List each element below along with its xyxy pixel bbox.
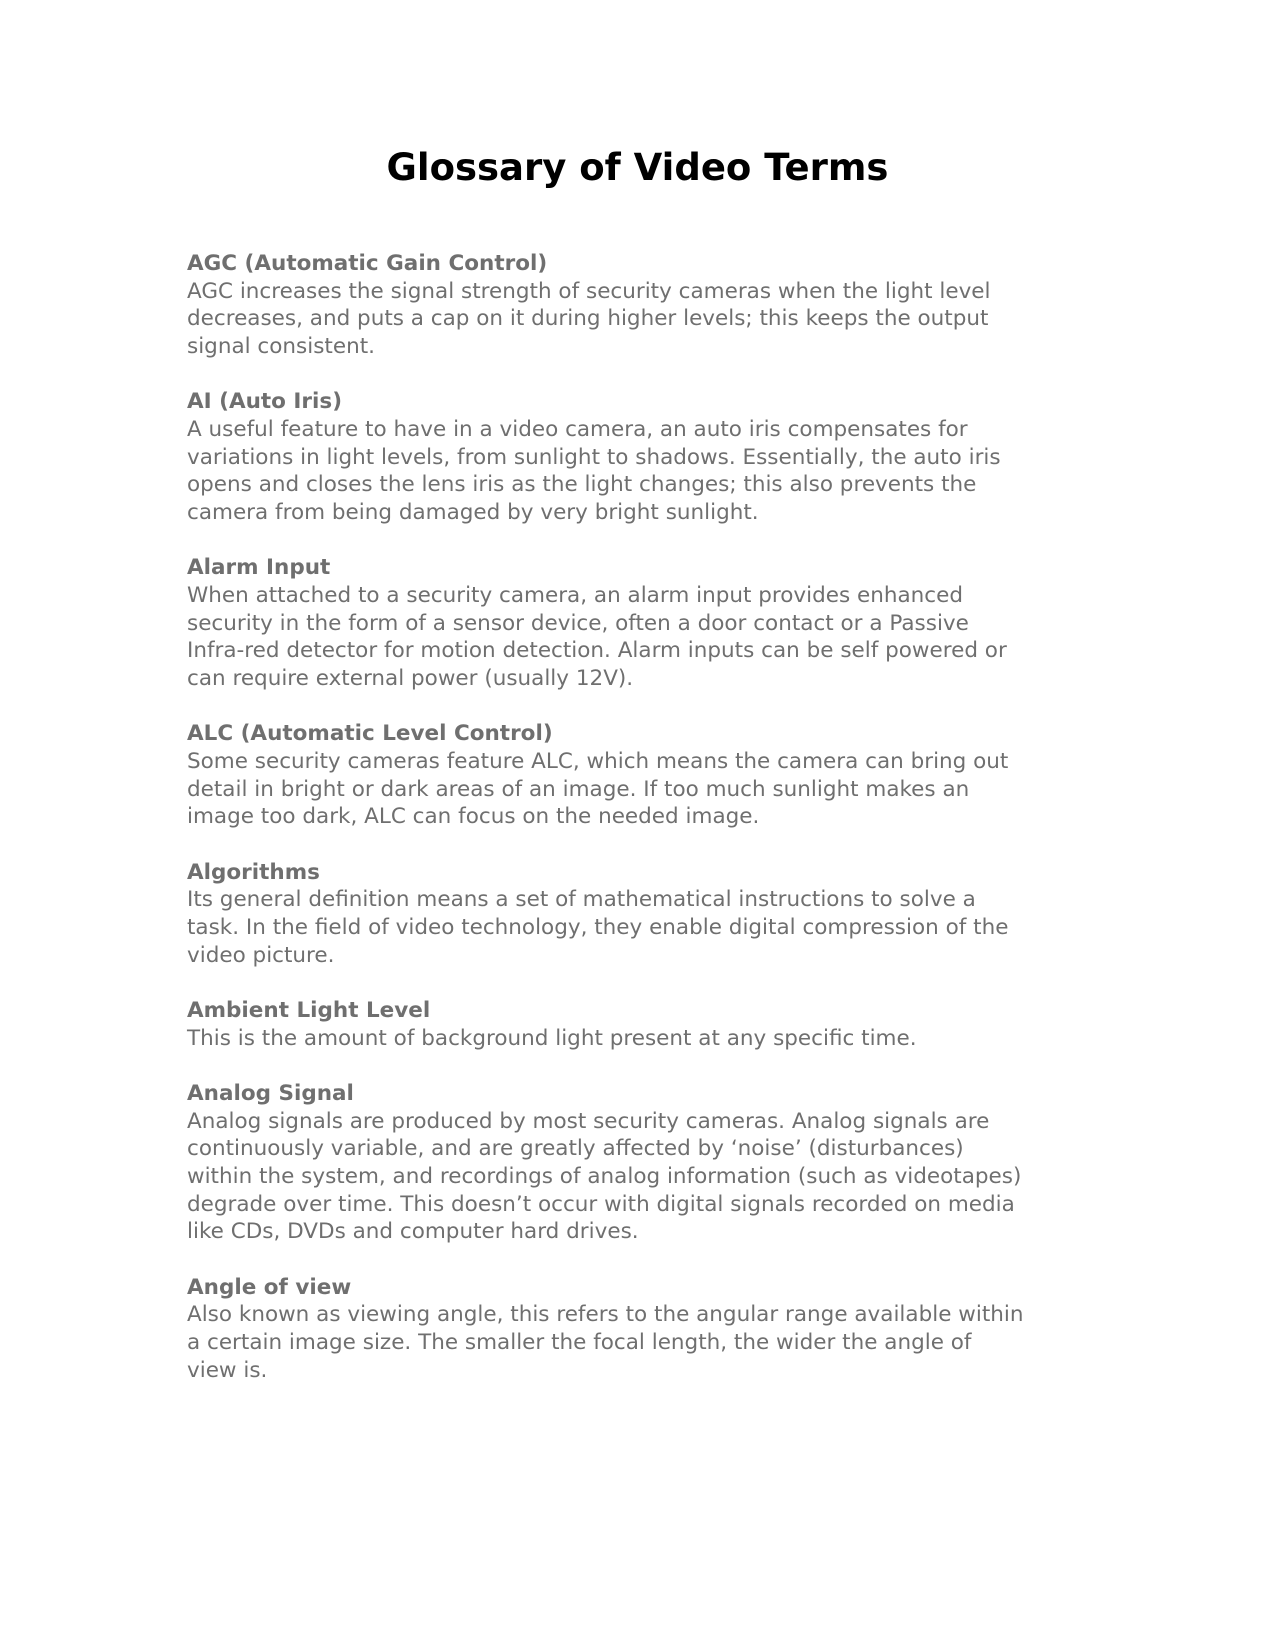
glossary-term: Algorithms bbox=[187, 859, 320, 885]
glossary-term: Ambient Light Level bbox=[187, 997, 431, 1023]
page-title: Glossary of Video Terms bbox=[386, 146, 889, 189]
glossary-definition: When attached to a security camera, an alarm input provides enhanced security in the form of a sensor device, often a door contact or a Passive Infra-red detector for motion detection. Alarm inputs can be self powered or can require external power (usually 12V). bbox=[187, 583, 1007, 692]
glossary-entry bbox=[187, 554, 1067, 693]
glossary-definition: A useful feature to have in a video camera, an auto iris compensates for variations in light levels, from sunlight to shadows. Essentially, the auto iris opens and closes the lens iris as the light changes; this also prevents the camera from being damaged by very bright sunlight. bbox=[187, 417, 1001, 526]
glossary-entry bbox=[187, 388, 1067, 527]
glossary-term: Alarm Input bbox=[187, 555, 331, 581]
glossary-term: Analog Signal bbox=[187, 1080, 354, 1106]
glossary-term: ALC (Automatic Level Control) bbox=[187, 721, 553, 747]
glossary-definition: This is the amount of background light present at any specific time. bbox=[187, 1025, 917, 1051]
glossary-entry bbox=[187, 250, 1067, 361]
glossary-entry bbox=[187, 997, 1067, 1052]
glossary-term: Angle of view bbox=[187, 1274, 352, 1300]
glossary-entry bbox=[187, 720, 1067, 831]
glossary-definition: Its general definition means a set of mathematical instructions to solve a task. In the field of video technology, they enable digital compression of the video picture. bbox=[187, 887, 1009, 968]
glossary-term: AI (Auto Iris) bbox=[187, 389, 343, 415]
glossary-definition: Some security cameras feature ALC, which means the camera can bring out detail in bright or dark areas of an image. If too much sunlight makes an image too dark, ALC can focus on the needed image. bbox=[187, 749, 1009, 830]
glossary-entry bbox=[187, 1080, 1067, 1246]
glossary-term: AGC (Automatic Gain Control) bbox=[187, 251, 548, 276]
glossary-list bbox=[187, 250, 1067, 1412]
glossary-definition: Also known as viewing angle, this refers to the angular range available within a certain image size. The smaller the focal length, the wider the angle of view is. bbox=[187, 1302, 1024, 1383]
glossary-entry bbox=[187, 1274, 1067, 1385]
glossary-definition: AGC increases the signal strength of security cameras when the light level decreases, and puts a cap on it during higher levels; this keeps the output signal consistent. bbox=[187, 278, 991, 360]
glossary-entry bbox=[187, 859, 1067, 970]
glossary-definition: Analog signals are produced by most security cameras. Analog signals are continuously variable, and are greatly affected by ‘noise’ (disturbances) within the system, and recordings of analog information (such as videotapes) degrade over time. This doesn’t occur with digital signals recorded on media like CDs, DVDs and computer hard drives. bbox=[187, 1108, 1022, 1245]
